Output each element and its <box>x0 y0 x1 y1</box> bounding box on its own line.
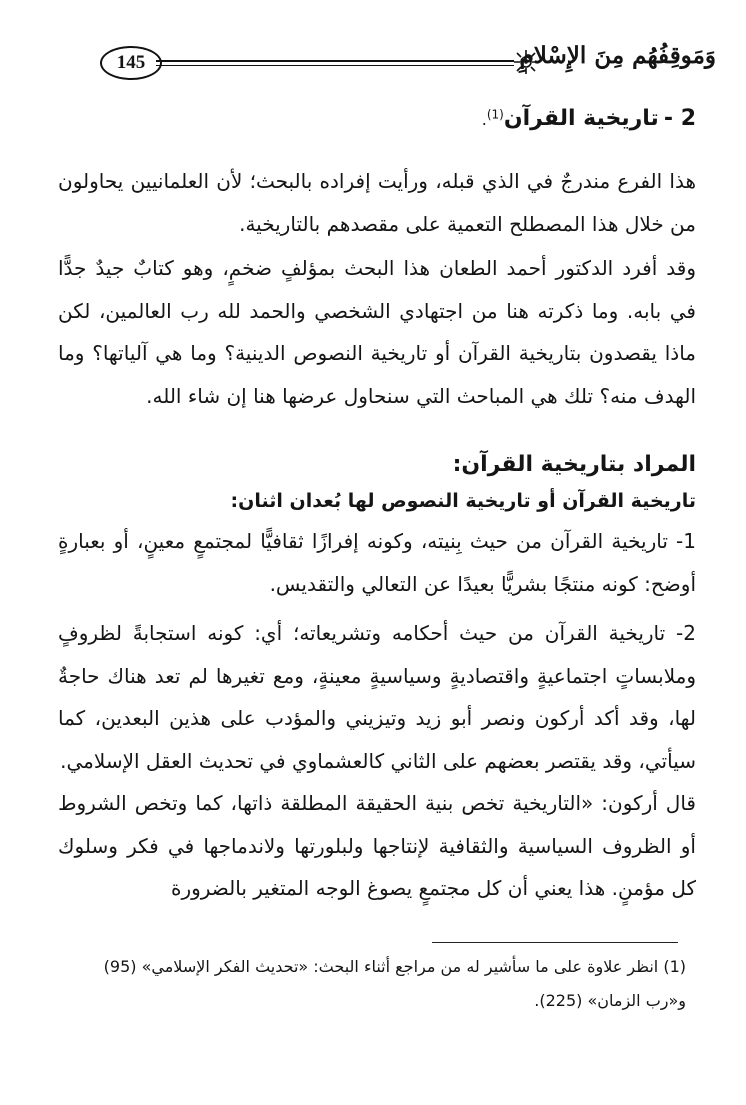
paragraph-point-1 <box>58 520 696 605</box>
section-heading: 2 - تاريخية القرآن$^{(1)}$. <box>481 106 696 131</box>
header-rule <box>156 60 514 62</box>
section-title: تاريخية القرآن <box>503 106 659 131</box>
paragraph-text: هذا الفرع مندرجٌ في الذي قبله، ورأيت إفراده بالبحث؛ لأن العلمانيين يحاولون من خلال هذا المصطلح التعمية على مقصدهم بالتاريخية. <box>58 169 696 236</box>
footnote-ref[interactable]: (1) <box>486 107 504 122</box>
lead-line <box>58 480 696 523</box>
paragraph-text: وقد أفرد الدكتور أحمد الطعان هذا البحث بمؤلفٍ ضخمٍ، وهو كتابٌ جيدٌ جدًّا في بابه. وما ذكرته هنا من اجتهادي الشخصي والحمد لله رب العالمين، لكن ماذا يقصدون بتاريخية القرآن أو تاريخية النصوص الدينية؟ وما هي آلياتها؟ وما الهدف منه؟ تلك هي المباحث التي سنحاول عرضها هنا إن شاء الله. <box>58 256 696 408</box>
lead-text: تاريخية القرآن أو تاريخية النصوص لها بُعدان اثنان: <box>230 490 696 512</box>
paragraph-text: 1- تاريخية القرآن من حيث بِنيته، وكونه إفرازًا ثقافيًّا لمجتمعٍ معينٍ، أو بعبارةٍ أوضح: كونه منتجًا بشريًّا بعيدًا عن التعالي والتقديس. <box>58 529 696 596</box>
running-header <box>92 40 716 88</box>
paragraph-text: 2- تاريخية القرآن من حيث أحكامه وتشريعاته؛ أي: كونه استجابةً لظروفٍ وملابساتٍ اجتماعيةٍ واقتصاديةٍ وسياسيةٍ معينةٍ، ومع تغيرها لم تعد هناك حاجةٌ لها، وقد أكد أركون ونصر أبو زيد وتيزيني والمؤدب على هذين البعدين، كما سيأتي، وقد يقتصر بعضهم على الثاني كالعشماوي في تحديث العقل الإسلامي. <box>58 621 696 773</box>
header-rule-thin <box>156 65 514 66</box>
footnote-line-2: و«رب الزمان» (225). <box>534 991 686 1010</box>
book-title: وَمَوقِفُهُم مِنَ الإِسْلامِ <box>519 42 716 69</box>
page-number: 145 <box>100 46 162 80</box>
paragraph-point-2 <box>58 612 696 782</box>
footnote-line-1: (1) انظر علاوة على ما سأشير له من مراجع أثناء البحث: «تحديث الفكر الإسلامي» (95) <box>103 957 686 976</box>
subheading <box>58 452 696 477</box>
footnote-separator <box>432 942 678 943</box>
paragraph-2 <box>58 247 696 417</box>
subheading-text: المراد بتاريخية القرآن: <box>452 452 696 477</box>
paragraph-quote <box>58 782 696 910</box>
paragraph-1 <box>58 160 696 245</box>
paragraph-text: قال أركون: «التاريخية تخص بنية الحقيقة المطلقة ذاتها، كما وتخص الشروط أو الظروف السياسية والثقافية لإنتاجها ولبلورتها ولاندماجها في فكر وسلوك كل مؤمنٍ. هذا يعني أن كل مجتمعٍ يصوغ الوجه المتغير بالضرورة <box>58 791 696 900</box>
section-number: 2 - <box>663 106 696 131</box>
footnotes <box>66 950 686 1018</box>
